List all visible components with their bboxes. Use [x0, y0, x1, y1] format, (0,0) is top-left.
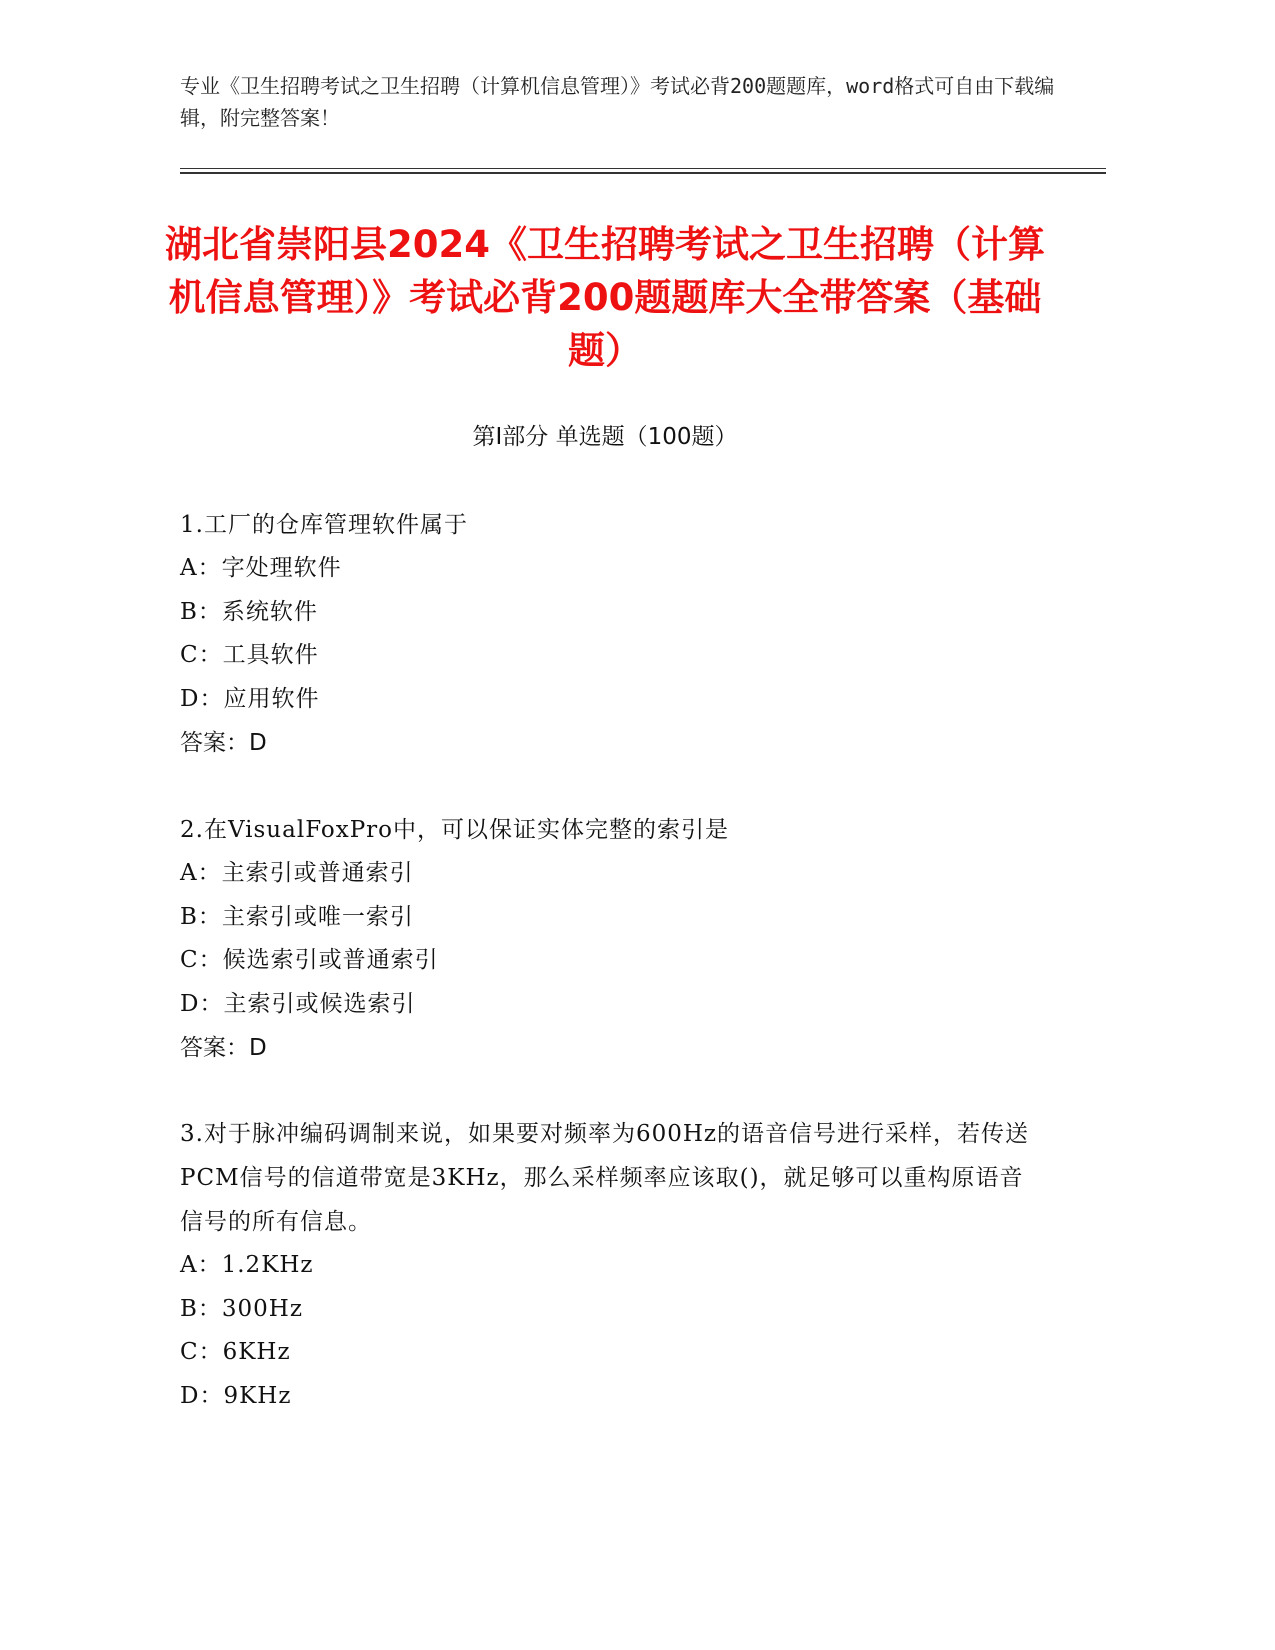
- option-c: C：6KHz: [180, 1339, 291, 1365]
- option-d: D：9KHz: [180, 1382, 292, 1409]
- option-b: B：主索引或唯一索引: [180, 903, 414, 930]
- section-heading: 第Ⅰ部分 单选题（100题）: [472, 424, 738, 450]
- option-d: D：主索引或候选索引: [180, 990, 416, 1017]
- document-title: 湖北省崇阳县2024《卫生招聘考试之卫生招聘（计算机信息管理）》考试必背200题题库大全带答案（基础题）: [165, 223, 1045, 372]
- answer-label: 答案：D: [180, 730, 267, 756]
- option-a: A：字处理软件: [180, 555, 342, 581]
- option-c: C：工具软件: [180, 642, 319, 668]
- question-stem: 3.对于脉冲编码调制来说，如果要对频率为600Hz的语音信号进行采样，若传送PCM信号的信道带宽是3KHz，那么采样频率应该取()，就足够可以重构原语音信号的所有信息。: [180, 1121, 1030, 1235]
- header-note: 专业《卫生招聘考试之卫生招聘（计算机信息管理）》考试必背200题题库，word格式可自由下载编辑，附完整答案！: [180, 74, 1055, 130]
- answer-label: 答案：D: [180, 1035, 267, 1061]
- option-d: D：应用软件: [180, 685, 320, 712]
- option-c: C：候选索引或普通索引: [180, 947, 439, 973]
- option-a: A：1.2KHz: [180, 1252, 314, 1278]
- header-divider: [180, 168, 1106, 174]
- question-stem: 2.在VisualFoxPro中，可以保证实体完整的索引是: [180, 817, 730, 843]
- question-3: [180, 1112, 1040, 1418]
- option-b: B：300Hz: [180, 1295, 303, 1322]
- option-a: A：主索引或普通索引: [180, 860, 414, 886]
- option-b: B：系统软件: [180, 598, 318, 625]
- question-stem: 1.工厂的仓库管理软件属于: [180, 512, 468, 538]
- question-2: [180, 808, 1040, 1070]
- question-1: [180, 503, 1040, 765]
